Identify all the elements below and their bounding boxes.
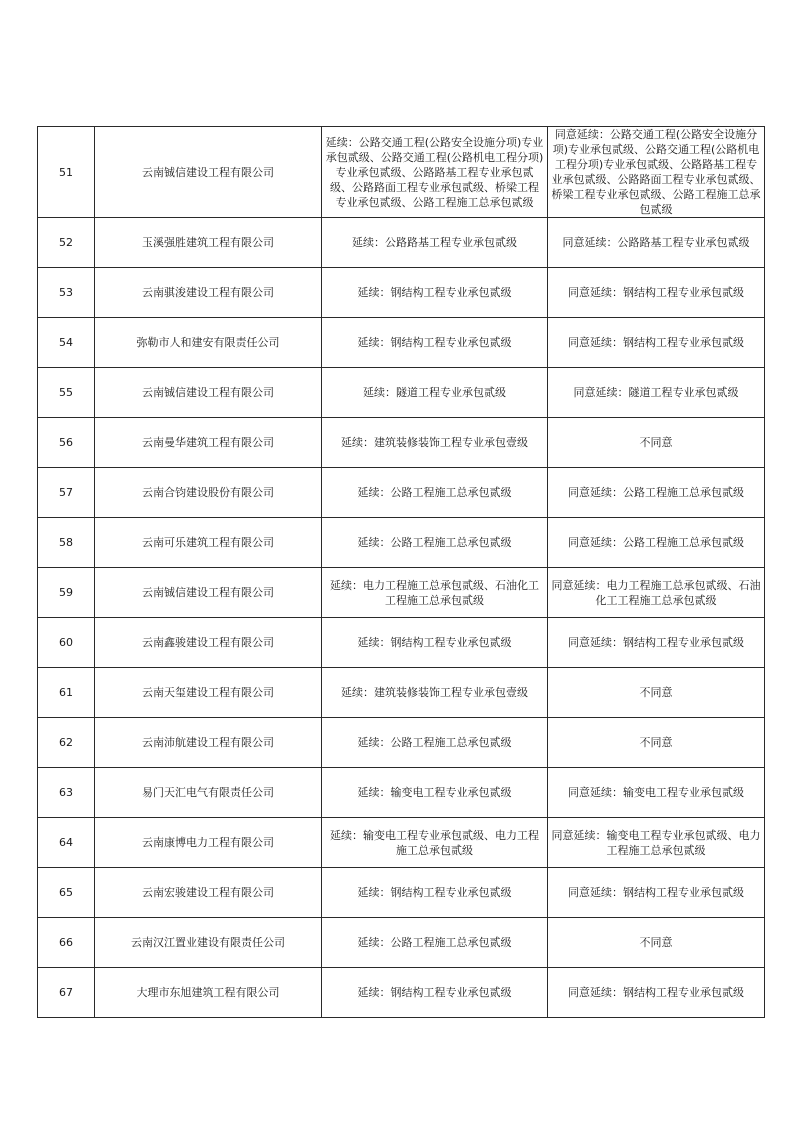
company-name: 云南沛航建设工程有限公司	[95, 718, 322, 768]
row-number: 56	[38, 418, 95, 468]
row-number: 55	[38, 368, 95, 418]
company-name: 云南骐浚建设工程有限公司	[95, 268, 322, 318]
row-number: 67	[38, 968, 95, 1018]
row-number: 65	[38, 868, 95, 918]
review-decision: 不同意	[548, 718, 765, 768]
table-row	[38, 818, 765, 868]
application-content: 延续：公路工程施工总承包贰级	[322, 718, 548, 768]
application-content: 延续：电力工程施工总承包贰级、石油化工工程施工总承包贰级	[322, 568, 548, 618]
application-content: 延续：输变电工程专业承包贰级	[322, 768, 548, 818]
review-decision: 同意延续：钢结构工程专业承包贰级	[548, 968, 765, 1018]
company-name: 云南天玺建设工程有限公司	[95, 668, 322, 718]
review-decision: 同意延续：隧道工程专业承包贰级	[548, 368, 765, 418]
company-name: 云南宏骏建设工程有限公司	[95, 868, 322, 918]
table-row	[38, 218, 765, 268]
application-content: 延续：建筑装修装饰工程专业承包壹级	[322, 418, 548, 468]
table-row	[38, 127, 765, 218]
company-name: 云南康博电力工程有限公司	[95, 818, 322, 868]
row-number: 66	[38, 918, 95, 968]
table-row	[38, 768, 765, 818]
application-content: 延续：钢结构工程专业承包贰级	[322, 618, 548, 668]
company-name: 云南铖信建设工程有限公司	[95, 368, 322, 418]
review-decision: 同意延续：公路工程施工总承包贰级	[548, 468, 765, 518]
qualification-table	[37, 126, 765, 1018]
table-body	[38, 127, 765, 1018]
application-content: 延续：公路路基工程专业承包贰级	[322, 218, 548, 268]
review-decision: 同意延续：钢结构工程专业承包贰级	[548, 868, 765, 918]
application-content: 延续：钢结构工程专业承包贰级	[322, 318, 548, 368]
table-row	[38, 368, 765, 418]
row-number: 53	[38, 268, 95, 318]
company-name: 玉溪强胜建筑工程有限公司	[95, 218, 322, 268]
application-content: 延续：钢结构工程专业承包贰级	[322, 968, 548, 1018]
table-row	[38, 868, 765, 918]
row-number: 61	[38, 668, 95, 718]
row-number: 58	[38, 518, 95, 568]
review-decision: 同意延续：钢结构工程专业承包贰级	[548, 268, 765, 318]
table-row	[38, 268, 765, 318]
review-decision: 同意延续：钢结构工程专业承包贰级	[548, 318, 765, 368]
application-content: 延续：公路工程施工总承包贰级	[322, 918, 548, 968]
row-number: 63	[38, 768, 95, 818]
application-content: 延续：隧道工程专业承包贰级	[322, 368, 548, 418]
table-row	[38, 718, 765, 768]
application-content: 延续：公路工程施工总承包贰级	[322, 518, 548, 568]
company-name: 弥勒市人和建安有限责任公司	[95, 318, 322, 368]
company-name: 大理市东旭建筑工程有限公司	[95, 968, 322, 1018]
review-decision: 同意延续：电力工程施工总承包贰级、石油化工工程施工总承包贰级	[548, 568, 765, 618]
company-name: 云南合钧建设股份有限公司	[95, 468, 322, 518]
review-decision: 同意延续：输变电工程专业承包贰级、电力工程施工总承包贰级	[548, 818, 765, 868]
row-number: 52	[38, 218, 95, 268]
table-row	[38, 568, 765, 618]
row-number: 64	[38, 818, 95, 868]
company-name: 云南曼华建筑工程有限公司	[95, 418, 322, 468]
row-number: 60	[38, 618, 95, 668]
application-content: 延续：公路交通工程(公路安全设施分项)专业承包贰级、公路交通工程(公路机电工程分项)专业承包贰级、公路路基工程专业承包贰级、公路路面工程专业承包贰级、桥梁工程专业承包贰级、公路工程施工总承包贰级	[322, 127, 548, 218]
table-row	[38, 918, 765, 968]
company-name: 云南可乐建筑工程有限公司	[95, 518, 322, 568]
company-name: 云南铖信建设工程有限公司	[95, 568, 322, 618]
application-content: 延续：钢结构工程专业承包贰级	[322, 268, 548, 318]
application-content: 延续：输变电工程专业承包贰级、电力工程施工总承包贰级	[322, 818, 548, 868]
application-content: 延续：钢结构工程专业承包贰级	[322, 868, 548, 918]
application-content: 延续：建筑装修装饰工程专业承包壹级	[322, 668, 548, 718]
review-decision: 同意延续：钢结构工程专业承包贰级	[548, 618, 765, 668]
company-name: 易门天汇电气有限责任公司	[95, 768, 322, 818]
table-row	[38, 518, 765, 568]
review-decision: 同意延续：公路交通工程(公路安全设施分项)专业承包贰级、公路交通工程(公路机电工程分项)专业承包贰级、公路路基工程专业承包贰级、公路路面工程专业承包贰级、桥梁工程专业承包贰级、公路工程施工总承包贰级	[548, 127, 765, 218]
row-number: 57	[38, 468, 95, 518]
review-decision: 不同意	[548, 668, 765, 718]
table-row	[38, 418, 765, 468]
row-number: 51	[38, 127, 95, 218]
table-row	[38, 668, 765, 718]
review-decision: 同意延续：公路路基工程专业承包贰级	[548, 218, 765, 268]
table-row	[38, 468, 765, 518]
table-row	[38, 968, 765, 1018]
table-row	[38, 318, 765, 368]
review-decision: 同意延续：输变电工程专业承包贰级	[548, 768, 765, 818]
row-number: 59	[38, 568, 95, 618]
application-content: 延续：公路工程施工总承包贰级	[322, 468, 548, 518]
company-name: 云南鑫骏建设工程有限公司	[95, 618, 322, 668]
table-row	[38, 618, 765, 668]
company-name: 云南铖信建设工程有限公司	[95, 127, 322, 218]
row-number: 54	[38, 318, 95, 368]
review-decision: 同意延续：公路工程施工总承包贰级	[548, 518, 765, 568]
review-decision: 不同意	[548, 418, 765, 468]
row-number: 62	[38, 718, 95, 768]
review-decision: 不同意	[548, 918, 765, 968]
company-name: 云南汉江置业建设有限责任公司	[95, 918, 322, 968]
